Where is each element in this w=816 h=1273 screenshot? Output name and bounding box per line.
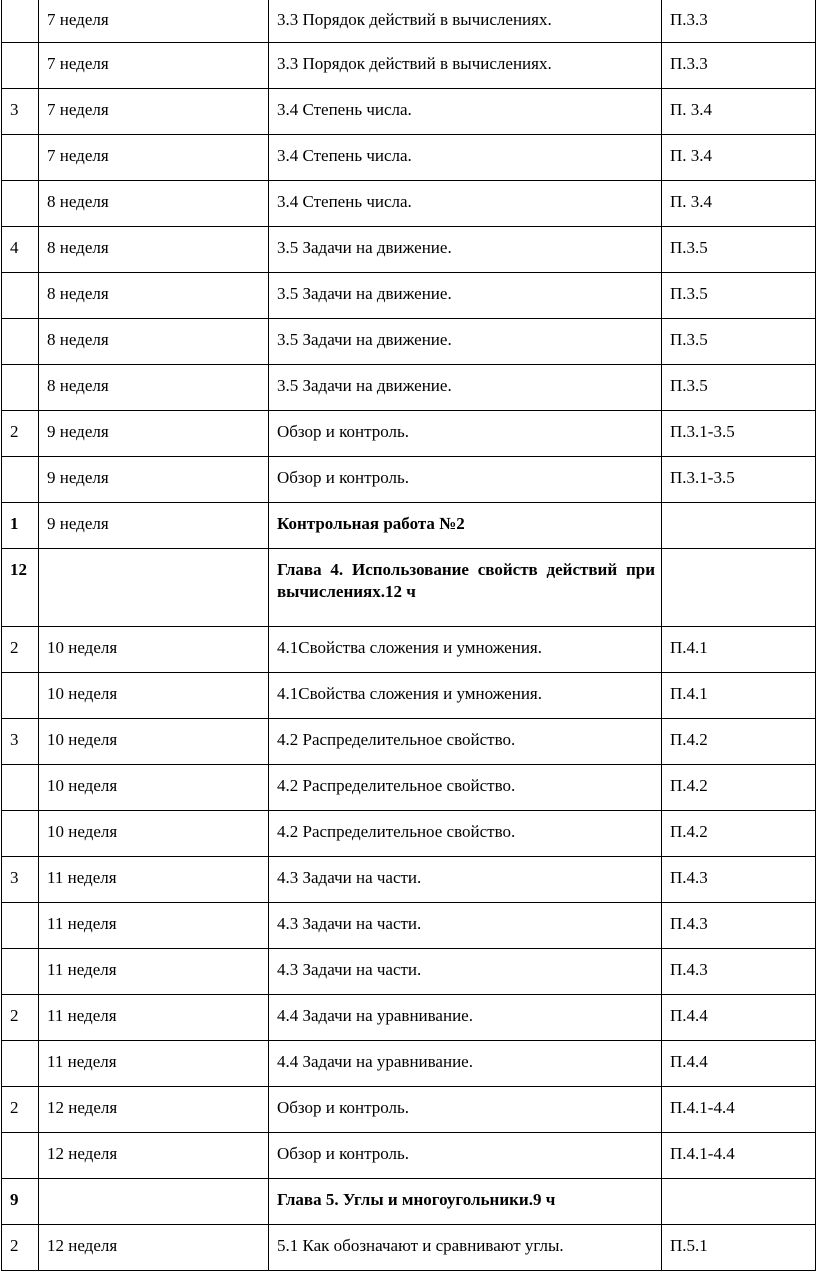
- topic-cell: 3.5 Задачи на движение.: [269, 365, 662, 411]
- hours-cell: [2, 457, 39, 503]
- ref-cell: П.4.3: [662, 903, 816, 949]
- topic-cell: Контрольная работа №2: [269, 503, 662, 549]
- ref-cell: П.3.3: [662, 0, 816, 43]
- table-row: [2, 411, 816, 457]
- table-row: [2, 673, 816, 719]
- table-row: [2, 319, 816, 365]
- ref-cell: П.4.2: [662, 719, 816, 765]
- hours-cell: 12: [2, 549, 39, 627]
- week-cell: 8 неделя: [39, 319, 269, 365]
- table-row: [2, 181, 816, 227]
- ref-cell: [662, 549, 816, 627]
- hours-cell: 2: [2, 1225, 39, 1271]
- ref-cell: П.4.1: [662, 627, 816, 673]
- topic-cell: 4.2 Распределительное свойство.: [269, 719, 662, 765]
- hours-cell: 2: [2, 411, 39, 457]
- table-row: [2, 857, 816, 903]
- table-row: [2, 995, 816, 1041]
- ref-cell: П.3.5: [662, 319, 816, 365]
- ref-cell: П.4.3: [662, 857, 816, 903]
- week-cell: 8 неделя: [39, 365, 269, 411]
- hours-cell: [2, 1133, 39, 1179]
- hours-cell: 3: [2, 719, 39, 765]
- table-row: [2, 1041, 816, 1087]
- topic-cell: Обзор и контроль.: [269, 1087, 662, 1133]
- hours-cell: [2, 811, 39, 857]
- week-cell: 12 неделя: [39, 1087, 269, 1133]
- table-row: [2, 1225, 816, 1271]
- week-cell: 9 неделя: [39, 411, 269, 457]
- ref-cell: П.3.5: [662, 365, 816, 411]
- week-cell: 11 неделя: [39, 857, 269, 903]
- week-cell: 10 неделя: [39, 811, 269, 857]
- table-row: [2, 89, 816, 135]
- week-cell: 9 неделя: [39, 503, 269, 549]
- table-row: [2, 949, 816, 995]
- topic-cell: Обзор и контроль.: [269, 457, 662, 503]
- week-cell: 12 неделя: [39, 1225, 269, 1271]
- topic-cell: 3.3 Порядок действий в вычислениях.: [269, 0, 662, 43]
- ref-cell: П.3.1-3.5: [662, 411, 816, 457]
- week-cell: 7 неделя: [39, 43, 269, 89]
- topic-cell: 4.1Свойства сложения и умножения.: [269, 627, 662, 673]
- table-row: [2, 627, 816, 673]
- ref-cell: П. 3.4: [662, 89, 816, 135]
- ref-cell: П.3.3: [662, 43, 816, 89]
- hours-cell: [2, 949, 39, 995]
- table-row: [2, 1133, 816, 1179]
- topic-cell: Глава 4. Использование свойств действий при вычислениях.12 ч: [269, 549, 662, 627]
- week-cell: 12 неделя: [39, 1133, 269, 1179]
- table-row: [2, 765, 816, 811]
- table-row: [2, 365, 816, 411]
- ref-cell: П.4.1-4.4: [662, 1133, 816, 1179]
- topic-cell: 4.4 Задачи на уравнивание.: [269, 1041, 662, 1087]
- table-row: [2, 719, 816, 765]
- topic-cell: 4.3 Задачи на части.: [269, 949, 662, 995]
- topic-cell: 4.1Свойства сложения и умножения.: [269, 673, 662, 719]
- week-cell: 11 неделя: [39, 949, 269, 995]
- topic-cell: Обзор и контроль.: [269, 411, 662, 457]
- ref-cell: П.4.1: [662, 673, 816, 719]
- hours-cell: 2: [2, 1087, 39, 1133]
- hours-cell: [2, 135, 39, 181]
- hours-cell: 4: [2, 227, 39, 273]
- topic-cell: 3.5 Задачи на движение.: [269, 319, 662, 365]
- table-row: [2, 43, 816, 89]
- ref-cell: П.4.4: [662, 995, 816, 1041]
- ref-cell: [662, 503, 816, 549]
- topic-cell: 3.4 Степень числа.: [269, 181, 662, 227]
- ref-cell: П. 3.4: [662, 181, 816, 227]
- table-row: [2, 503, 816, 549]
- hours-cell: [2, 765, 39, 811]
- table-row: [2, 811, 816, 857]
- week-cell: 7 неделя: [39, 0, 269, 43]
- week-cell: 11 неделя: [39, 1041, 269, 1087]
- topic-cell: 3.5 Задачи на движение.: [269, 273, 662, 319]
- table-row: [2, 1179, 816, 1225]
- week-cell: 10 неделя: [39, 627, 269, 673]
- ref-cell: П.3.5: [662, 227, 816, 273]
- week-cell: 8 неделя: [39, 227, 269, 273]
- week-cell: 10 неделя: [39, 765, 269, 811]
- ref-cell: П.3.1-3.5: [662, 457, 816, 503]
- hours-cell: [2, 673, 39, 719]
- hours-cell: 1: [2, 503, 39, 549]
- topic-cell: 3.5 Задачи на движение.: [269, 227, 662, 273]
- week-cell: 10 неделя: [39, 673, 269, 719]
- ref-cell: П.4.2: [662, 765, 816, 811]
- hours-cell: 9: [2, 1179, 39, 1225]
- topic-cell: 4.2 Распределительное свойство.: [269, 765, 662, 811]
- hours-cell: 2: [2, 627, 39, 673]
- ref-cell: П.4.2: [662, 811, 816, 857]
- week-cell: 7 неделя: [39, 135, 269, 181]
- week-cell: 8 неделя: [39, 273, 269, 319]
- topic-cell: 3.3 Порядок действий в вычислениях.: [269, 43, 662, 89]
- hours-cell: [2, 365, 39, 411]
- table-row: [2, 227, 816, 273]
- table-row: [2, 549, 816, 627]
- hours-cell: 2: [2, 995, 39, 1041]
- ref-cell: П.5.1: [662, 1225, 816, 1271]
- week-cell: 7 неделя: [39, 89, 269, 135]
- week-cell: 9 неделя: [39, 457, 269, 503]
- topic-cell: 3.4 Степень числа.: [269, 89, 662, 135]
- week-cell: 11 неделя: [39, 995, 269, 1041]
- ref-cell: [662, 1179, 816, 1225]
- ref-cell: П.4.3: [662, 949, 816, 995]
- week-cell: 8 неделя: [39, 181, 269, 227]
- ref-cell: П.3.5: [662, 273, 816, 319]
- topic-cell: Глава 5. Углы и многоугольники.9 ч: [269, 1179, 662, 1225]
- week-cell: 10 неделя: [39, 719, 269, 765]
- table-row: [2, 903, 816, 949]
- ref-cell: П.4.1-4.4: [662, 1087, 816, 1133]
- week-cell: 11 неделя: [39, 903, 269, 949]
- table-row: [2, 1087, 816, 1133]
- table-row: [2, 135, 816, 181]
- hours-cell: [2, 319, 39, 365]
- hours-cell: [2, 273, 39, 319]
- ref-cell: П.4.4: [662, 1041, 816, 1087]
- hours-cell: 3: [2, 89, 39, 135]
- lesson-plan-table: [1, 0, 816, 1271]
- hours-cell: [2, 43, 39, 89]
- week-cell: [39, 1179, 269, 1225]
- ref-cell: П. 3.4: [662, 135, 816, 181]
- topic-cell: 4.2 Распределительное свойство.: [269, 811, 662, 857]
- table-row: [2, 273, 816, 319]
- hours-cell: 3: [2, 857, 39, 903]
- topic-cell: 4.3 Задачи на части.: [269, 903, 662, 949]
- lesson-plan-body: [2, 0, 816, 1271]
- topic-cell: 4.4 Задачи на уравнивание.: [269, 995, 662, 1041]
- week-cell: [39, 549, 269, 627]
- table-row: [2, 0, 816, 43]
- topic-cell: Обзор и контроль.: [269, 1133, 662, 1179]
- hours-cell: [2, 0, 39, 43]
- topic-cell: 5.1 Как обозначают и сравнивают углы.: [269, 1225, 662, 1271]
- hours-cell: [2, 181, 39, 227]
- hours-cell: [2, 1041, 39, 1087]
- table-row: [2, 457, 816, 503]
- topic-cell: 4.3 Задачи на части.: [269, 857, 662, 903]
- topic-cell: 3.4 Степень числа.: [269, 135, 662, 181]
- hours-cell: [2, 903, 39, 949]
